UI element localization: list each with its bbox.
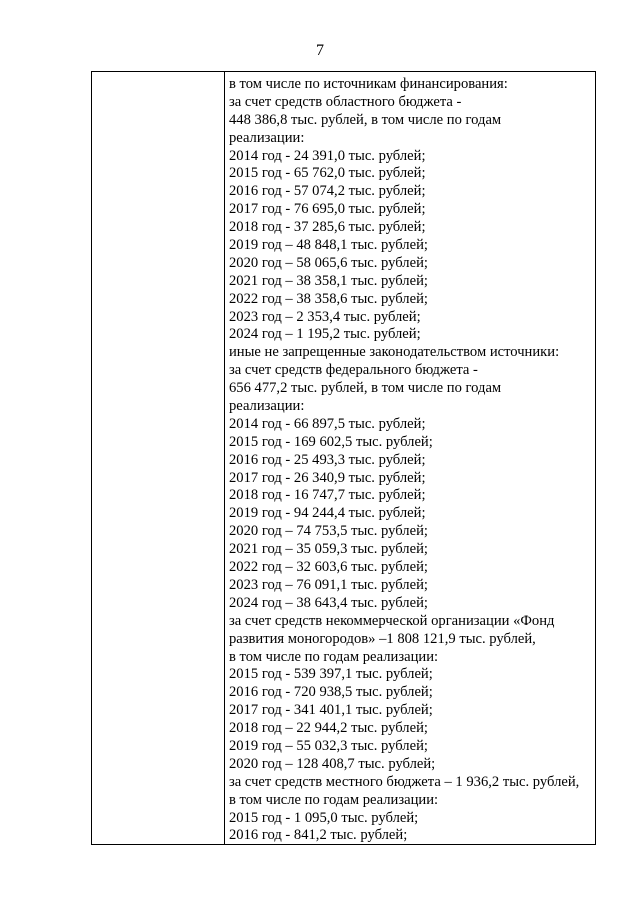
text-line: 2023 год – 2 353,4 тыс. рублей; [229,308,421,325]
text-line: за счет средств федерального бюджета - [229,362,478,379]
text-line: за счет средств областного бюджета - [229,93,462,110]
text-line: 2019 год – 48 848,1 тыс. рублей; [229,237,428,254]
text-line: 448 386,8 тыс. рублей, в том числе по годам [229,111,502,128]
text-line: 656 477,2 тыс. рублей, в том числе по годам [229,380,502,397]
funding-sources-cell [229,76,595,845]
text-line: 2019 год – 55 032,3 тыс. рублей; [229,737,428,754]
text-line: 2017 год - 26 340,9 тыс. рублей; [229,469,426,486]
page-number: 7 [316,42,324,59]
text-line: реализации: [229,129,305,146]
text-line: 2020 год – 128 408,7 тыс. рублей; [229,755,436,772]
text-line: 2022 год – 32 603,6 тыс. рублей; [229,559,428,576]
column-divider [224,72,225,844]
text-line: 2018 год - 16 747,7 тыс. рублей; [229,487,426,504]
document-table [91,71,596,845]
text-line: 2016 год - 720 938,5 тыс. рублей; [229,684,433,701]
text-line: реализации: [229,398,305,415]
text-line: 2023 год – 76 091,1 тыс. рублей; [229,576,428,593]
text-line: в том числе по годам реализации: [229,648,439,665]
text-line: развития моногородов» –1 808 121,9 тыс. рублей, [229,630,536,647]
text-line: 2015 год - 539 397,1 тыс. рублей; [229,666,433,683]
text-line: 2021 год – 35 059,3 тыс. рублей; [229,541,428,558]
text-line: 2016 год - 57 074,2 тыс. рублей; [229,183,426,200]
text-line: 2017 год - 341 401,1 тыс. рублей; [229,702,433,719]
text-line: 2020 год – 58 065,6 тыс. рублей; [229,254,428,271]
text-line: 2024 год – 38 643,4 тыс. рублей; [229,594,428,611]
text-line: иные не запрещенные законодательством источники: [229,344,560,361]
text-line: в том числе по годам реализации: [229,791,439,808]
text-line: 2015 год - 169 602,5 тыс. рублей; [229,433,433,450]
text-line: за счет средств некоммерческой организации «Фонд [229,612,555,629]
text-line: 2016 год - 25 493,3 тыс. рублей; [229,451,426,468]
text-line: 2022 год – 38 358,6 тыс. рублей; [229,290,428,307]
text-line: 2019 год - 94 244,4 тыс. рублей; [229,505,426,522]
text-line: 2018 год - 37 285,6 тыс. рублей; [229,219,426,236]
text-line: 2014 год - 66 897,5 тыс. рублей; [229,415,426,432]
text-line: 2015 год - 1 095,0 тыс. рублей; [229,809,419,826]
text-line: 2014 год - 24 391,0 тыс. рублей; [229,147,426,164]
text-line: за счет средств местного бюджета – 1 936,2 тыс. рублей, [229,773,580,790]
text-line: 2015 год - 65 762,0 тыс. рублей; [229,165,426,182]
text-line: 2018 год – 22 944,2 тыс. рублей; [229,720,428,737]
text-line: в том числе по источникам финансирования: [229,76,508,92]
text-line: 2017 год - 76 695,0 тыс. рублей; [229,201,426,218]
text-line: 2021 год – 38 358,1 тыс. рублей; [229,272,428,289]
text-line: 2024 год – 1 195,2 тыс. рублей; [229,326,421,343]
text-line: 2020 год – 74 753,5 тыс. рублей; [229,523,428,540]
text-line: 2016 год - 841,2 тыс. рублей; [229,827,408,844]
